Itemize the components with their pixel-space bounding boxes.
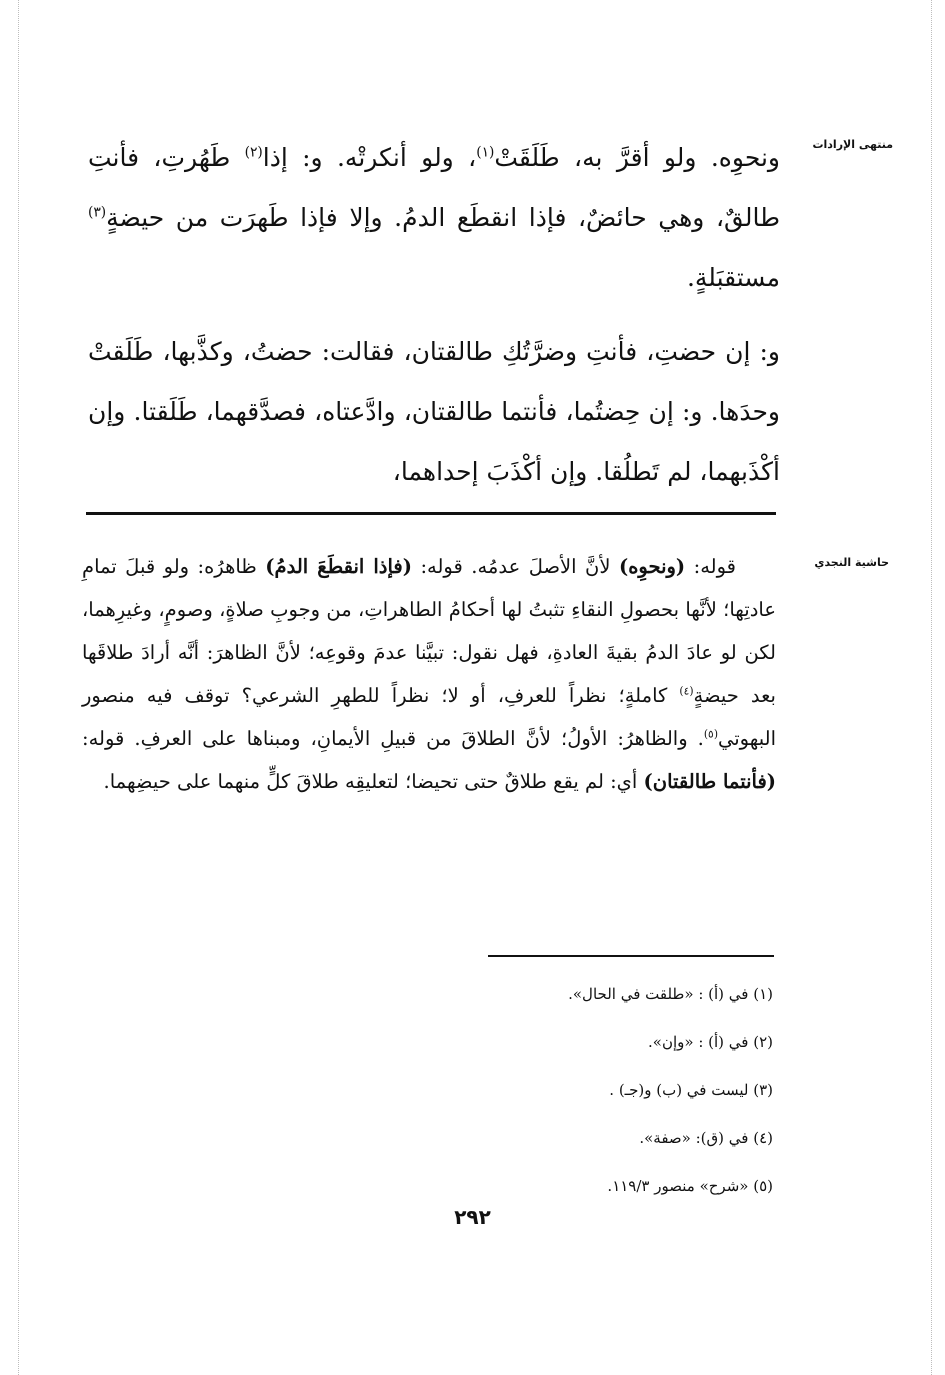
main-paragraph-2: و: إن حضتِ، فأنتِ وضرَّتُكِ طالقتان، فقالت: حضتُ، وكذَّبها، طَلَقتْ وحدَها. و: إن حِضتُما، فأنتما طالقتان، وادَّعتاه، فصدَّقهما، طَلَقتا. وإن أكْذَبهما، لم تَطلُقا. وإن أكْذَبَ إحداهما، (88, 337, 780, 486)
main-text-span: ونحوِه. ولو أقرَّ به، طَلَقَتْ (494, 143, 780, 172)
commentary-text: أي: لم يقع طلاقٌ حتى تحيضا؛ لتعليقِه طلاقَ كلٍّ منهما على حيضِهما. (103, 770, 644, 793)
quoted-term: (فأنتما طالقتان) (643, 770, 776, 793)
footnote-marker: (٥) (703, 727, 718, 741)
footnote-item: (١) في (أ) : «طلقت في الحال». (568, 985, 773, 1003)
commentary-text: قوله: (685, 555, 736, 578)
quoted-term: (ونحوِه) (618, 555, 686, 578)
commentary-text: . والظاهرُ: الأولُ؛ لأنَّ الطلاقَ من قبيلِ الأيمانِ، ومبناها على العرفِ. قوله: (82, 727, 704, 750)
main-text-span: مستقبَلةٍ. (686, 263, 780, 292)
commentary-text: ظاهرُه: ولو قبلَ تمامِ عادتِها؛ لأنَّها بحصولِ النقاءِ تثبتُ لها أحكامُ الطاهراتِ، من وجوبِ صلاةٍ، وصومٍ، وغيرِهما، لكن لو عادَ الدمُ بقيةَ العادةِ، فهل نقول: تبيَّنا عدمَ وقوعِه؛ لأنَّ الظاهرَ: أنَّه أرادَ طلاقَها بعد حيضةٍ (82, 555, 776, 707)
footnotes-list (353, 970, 773, 1210)
page-edge-dots-right (931, 0, 932, 1375)
main-text-span: طَهُرتِ، فأنتِ طالقٌ، وهي حائضٌ، فإذا انقطَع الدمُ. وإلا فإذا طَهرَت من حيضةٍ (88, 143, 780, 232)
footnote-item: (٣) ليست في (ب) و(جـ) . (609, 1081, 773, 1099)
section-divider (86, 512, 776, 515)
footnote-item: (٢) في (أ) : «وإن». (648, 1033, 773, 1051)
footnote-item: (٤) في (ق): «صفة». (639, 1129, 773, 1147)
footnote-divider (488, 955, 774, 957)
footnote-item: (٥) «شرح» منصور ١١٩/٣. (607, 1177, 773, 1195)
quoted-term: (فإذا انقطَعَ الدمُ) (265, 555, 412, 578)
footnote-marker: (٣) (88, 204, 107, 221)
footnote-marker: (٤) (679, 684, 694, 698)
footnote-marker: (١) (476, 144, 495, 161)
page-edge-dots-left (18, 0, 19, 1375)
commentary-text: كاملةٍ؛ نظراً للعرفِ، أو لا؛ نظراً للطهرِ الشرعي؟ توقف فيه منصور البهوتي (82, 684, 776, 750)
commentary-paragraph (82, 545, 776, 803)
side-label-commentary: حاشية النجدي (814, 556, 889, 569)
side-label-main: منتهى الإرادات (812, 138, 893, 151)
footnote-marker: (٢) (244, 144, 263, 161)
main-paragraph-1 (88, 128, 780, 308)
main-text-span: ، ولو أنكرتْه. و: إذا (262, 143, 477, 172)
page-number: ٢٩٢ (454, 1205, 491, 1229)
commentary-text: لأنَّ الأصلَ عدمُه. قوله: (411, 555, 619, 578)
